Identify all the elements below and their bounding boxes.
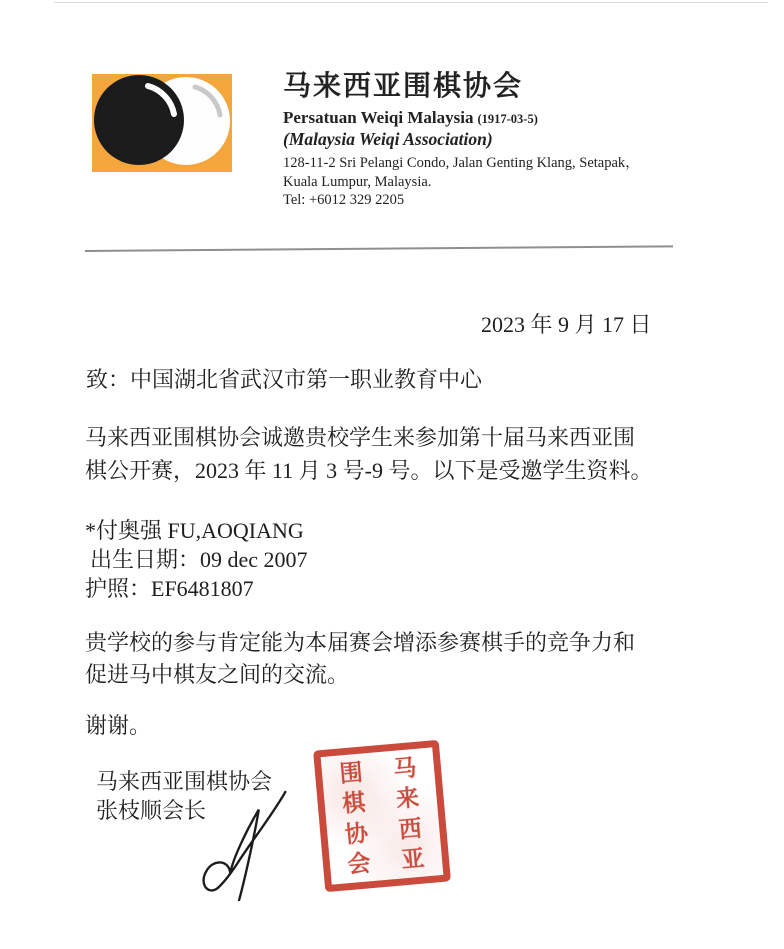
signature-stroke: [204, 792, 286, 900]
seal-character: 亚: [400, 845, 426, 873]
student-birthdate-line: 出生日期：09 dec 2007: [90, 547, 308, 572]
student-name-line: *付奥强 FU,AOQIANG: [85, 518, 304, 543]
seal-character: 来: [395, 785, 421, 812]
signature-org-line: 马来西亚围棋协会: [96, 769, 273, 794]
org-name-malay-text: Persatuan Weiqi Malaysia: [283, 108, 474, 127]
recipient-line: 致：中国湖北省武汉市第一职业教育中心: [86, 367, 483, 392]
scan-artifact-line: [54, 2, 768, 3]
divider-line: [85, 245, 673, 251]
thanks-line: 谢谢。: [85, 713, 152, 738]
closing-paragraph-line-2: 促进马中棋友之间的交流。: [85, 662, 350, 687]
letter-date: 2023 年 9 月 17 日: [481, 312, 652, 337]
telephone-line: Tel: +6012 329 2205: [283, 192, 405, 208]
signature-name-line: 张枝顺会长: [96, 798, 207, 823]
seal-character: 协: [343, 820, 369, 847]
letterhead: [283, 69, 640, 210]
seal-character: 棋: [341, 789, 367, 817]
org-registration-number: (1917-03-5): [477, 112, 538, 126]
association-logo: [92, 74, 232, 172]
address-line-2: Kuala Lumpur, Malaysia.: [283, 173, 432, 190]
invitation-paragraph-line-2: 棋公开赛，2023 年 11 月 3 号-9 号。以下是受邀学生资料。: [85, 458, 653, 483]
address-line-1: 128-11-2 Sri Pelangi Condo, Jalan Genting Klang, Setapak，: [283, 155, 640, 171]
invitation-paragraph-line-1: 马来西亚围棋协会诚邀贵校学生来参加第十届马来西亚围: [85, 425, 636, 450]
org-name-english: (Malaysia Weiqi Association): [283, 129, 493, 149]
seal-character: 会: [346, 850, 372, 878]
seal-character: 围: [338, 759, 364, 787]
handwritten-signature: [196, 789, 296, 905]
black-go-stone-icon: [94, 75, 184, 165]
seal-character: 马: [392, 754, 418, 782]
seal-character: 西: [397, 815, 423, 843]
org-name-malay: [283, 108, 640, 128]
org-name-chinese: 马来西亚围棋协会: [283, 71, 524, 102]
student-passport-line: 护照：EF6481807: [85, 576, 254, 601]
red-seal-stamp: [313, 740, 451, 892]
closing-paragraph-line-1: 贵学校的参与肯定能为本届赛会增添参赛棋手的竞争力和: [85, 630, 636, 655]
